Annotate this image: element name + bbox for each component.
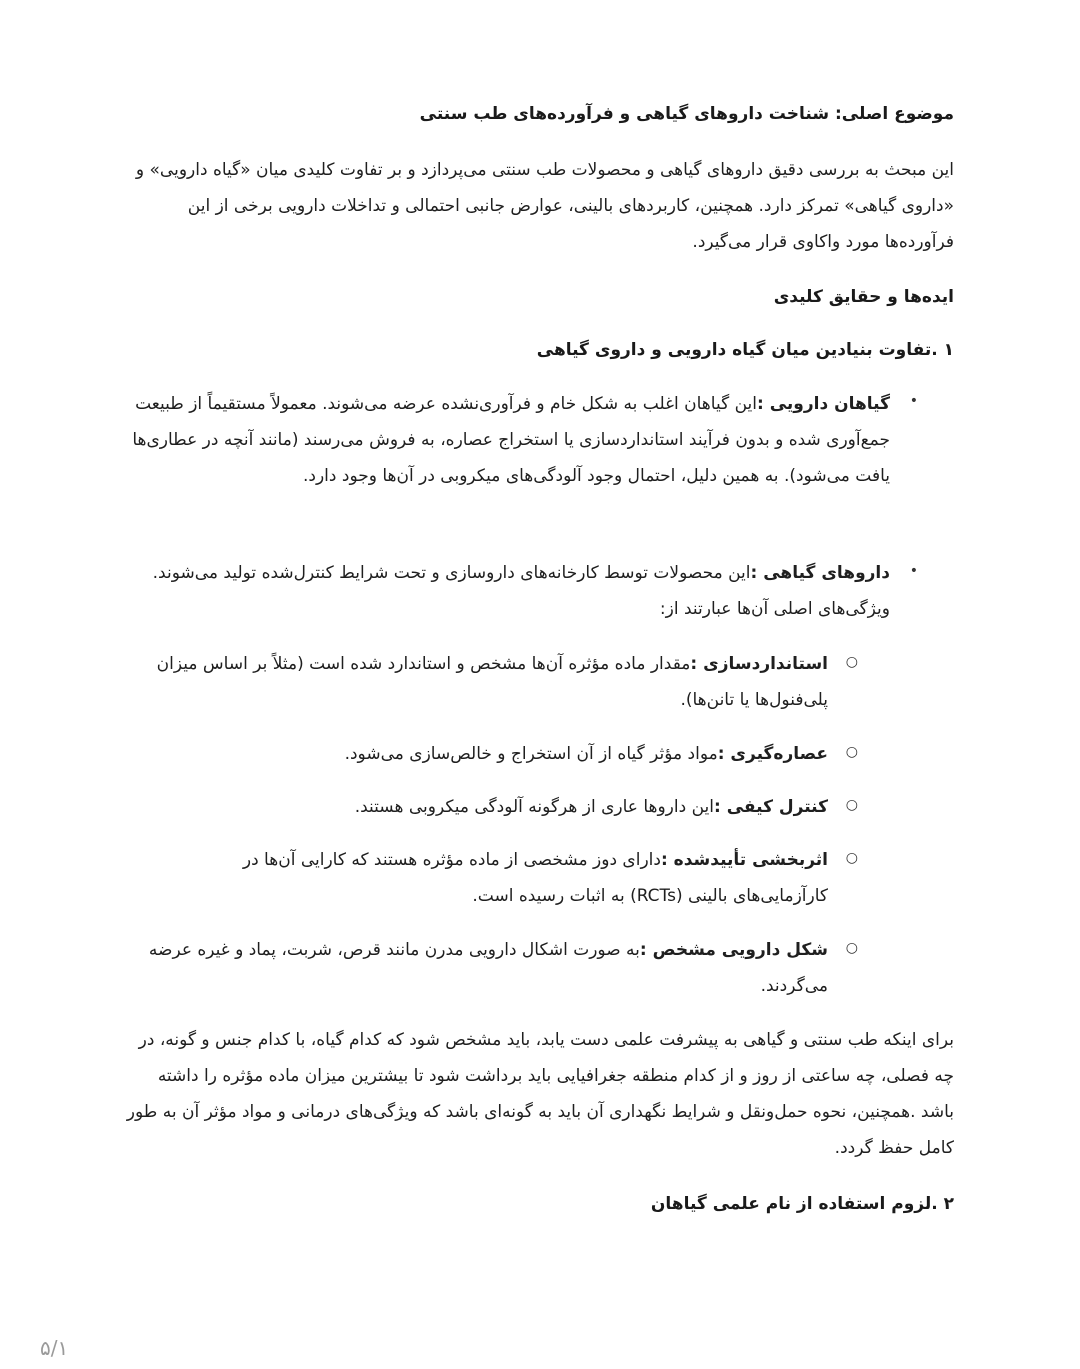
key-ideas-heading: ایده‌ها و حقایق کلیدی [773, 287, 954, 307]
sub-bullet-marker: ○ [845, 744, 858, 760]
sub-bullet-marker: ○ [845, 940, 858, 956]
bullet-term: گیاهان دارویی : [756, 394, 890, 414]
sub-bullet-term: اثربخشی تأییدشده : [660, 850, 828, 870]
sub-bullet-text: دارای دوز مشخصی از ماده مؤثره هستند که کارایی آن‌ها در کارآزمایی‌های بالینی (RCTs) به اثبات رسیده است. [242, 850, 828, 906]
sub-bullet-text: مقدار ماده مؤثره آن‌ها مشخص و استاندارد شده است (مثلاً بر اساس میزان پلی‌فنول‌ها یا تانن‌ها). [156, 654, 828, 710]
intro-text: این مبحث به بررسی دقیق داروهای گیاهی و محصولات طب سنتی می‌پردازد و بر تفاوت کلیدی میان «گیاه دارویی» و «داروی گیاهی» تمرکز دارد. همچنین، کاربردهای بالینی، عوارض جانبی احتمالی و تداخلات دارویی برخی از این فرآورده‌ها مورد واکاوی قرار می‌گیرد. [135, 160, 954, 252]
bullet-marker: • [909, 393, 918, 409]
sub-bullet-standardization [128, 646, 828, 718]
sub-bullet-text: مواد مؤثر گیاه از آن استخراج و خالص‌سازی می‌شود. [344, 744, 718, 764]
bullet-herbal-drugs [150, 555, 890, 627]
sub-bullet-text: به صورت اشکال دارویی مدرن مانند قرص، شربت، پماد و غیره عرضه می‌گردند. [148, 940, 828, 996]
page-number: ۵/۱ [40, 1336, 69, 1360]
sub-bullet-dosage-form [128, 932, 828, 1004]
sub-bullet-term: کنترل کیفی : [714, 797, 828, 817]
conclusion-text: برای اینکه طب سنتی و گیاهی به پیشرفت علمی دست یابد، باید مشخص شود که کدام گیاه، با کدام جنس و گونه، در چه فصلی، چه ساعتی از روز و از کدام منطقه جغرافیایی باید برداشت شود تا بیشترین میزان ماده مؤثره را داشته باشد .همچنین، نحوه حمل‌ونقل و شرایط نگهداری آن باید به گونه‌ای باشد که ویژگی‌های درمانی و مواد مؤثر آن به طور کامل حفظ گردد. [126, 1030, 954, 1158]
sub-bullet-text: این داروها عاری از هرگونه آلودگی میکروبی هستند. [354, 797, 714, 817]
bullet-text: این محصولات توسط کارخانه‌های داروسازی و تحت شرایط کنترل‌شده تولید می‌شوند. ویژگی‌های اصلی آن‌ها عبارتند از: [152, 563, 890, 619]
conclusion-paragraph [124, 1022, 954, 1166]
sub-bullet-term: عصاره‌گیری : [717, 744, 828, 764]
section-1-title: ۱ .تفاوت بنیادین میان گیاه دارویی و داروی گیاهی [536, 340, 954, 360]
sub-bullet-marker: ○ [845, 654, 858, 670]
main-title: موضوع اصلی: شناخت داروهای گیاهی و فرآورده‌های طب سنتی [419, 104, 954, 124]
sub-bullet-quality-control [128, 789, 828, 825]
bullet-marker: • [909, 563, 918, 579]
bullet-term: داروهای گیاهی : [750, 563, 890, 583]
sub-bullet-marker: ○ [845, 850, 858, 866]
intro-paragraph [124, 152, 954, 260]
sub-bullet-efficacy [188, 842, 828, 914]
sub-bullet-term: استانداردسازی : [690, 654, 828, 674]
sub-bullet-term: شکل دارویی مشخص : [639, 940, 828, 960]
bullet-text: این گیاهان اغلب به شکل خام و فرآوری‌نشده عرضه می‌شوند. معمولاً مستقیماً از طبیعت جمع‌آوری شده و بدون فرآیند استانداردسازی یا استخراج عصاره، به فروش می‌رسند (مانند آنچه در عطاری‌ها یافت می‌شود). به همین دلیل، احتمال وجود آلودگی‌های میکروبی در آن‌ها وجود دارد. [132, 394, 890, 486]
section-2-title: ۲ .لزوم استفاده از نام علمی گیاهان [650, 1194, 954, 1214]
sub-bullet-marker: ○ [845, 797, 858, 813]
sub-bullet-extraction [128, 736, 828, 772]
bullet-medicinal-plants [130, 386, 890, 494]
